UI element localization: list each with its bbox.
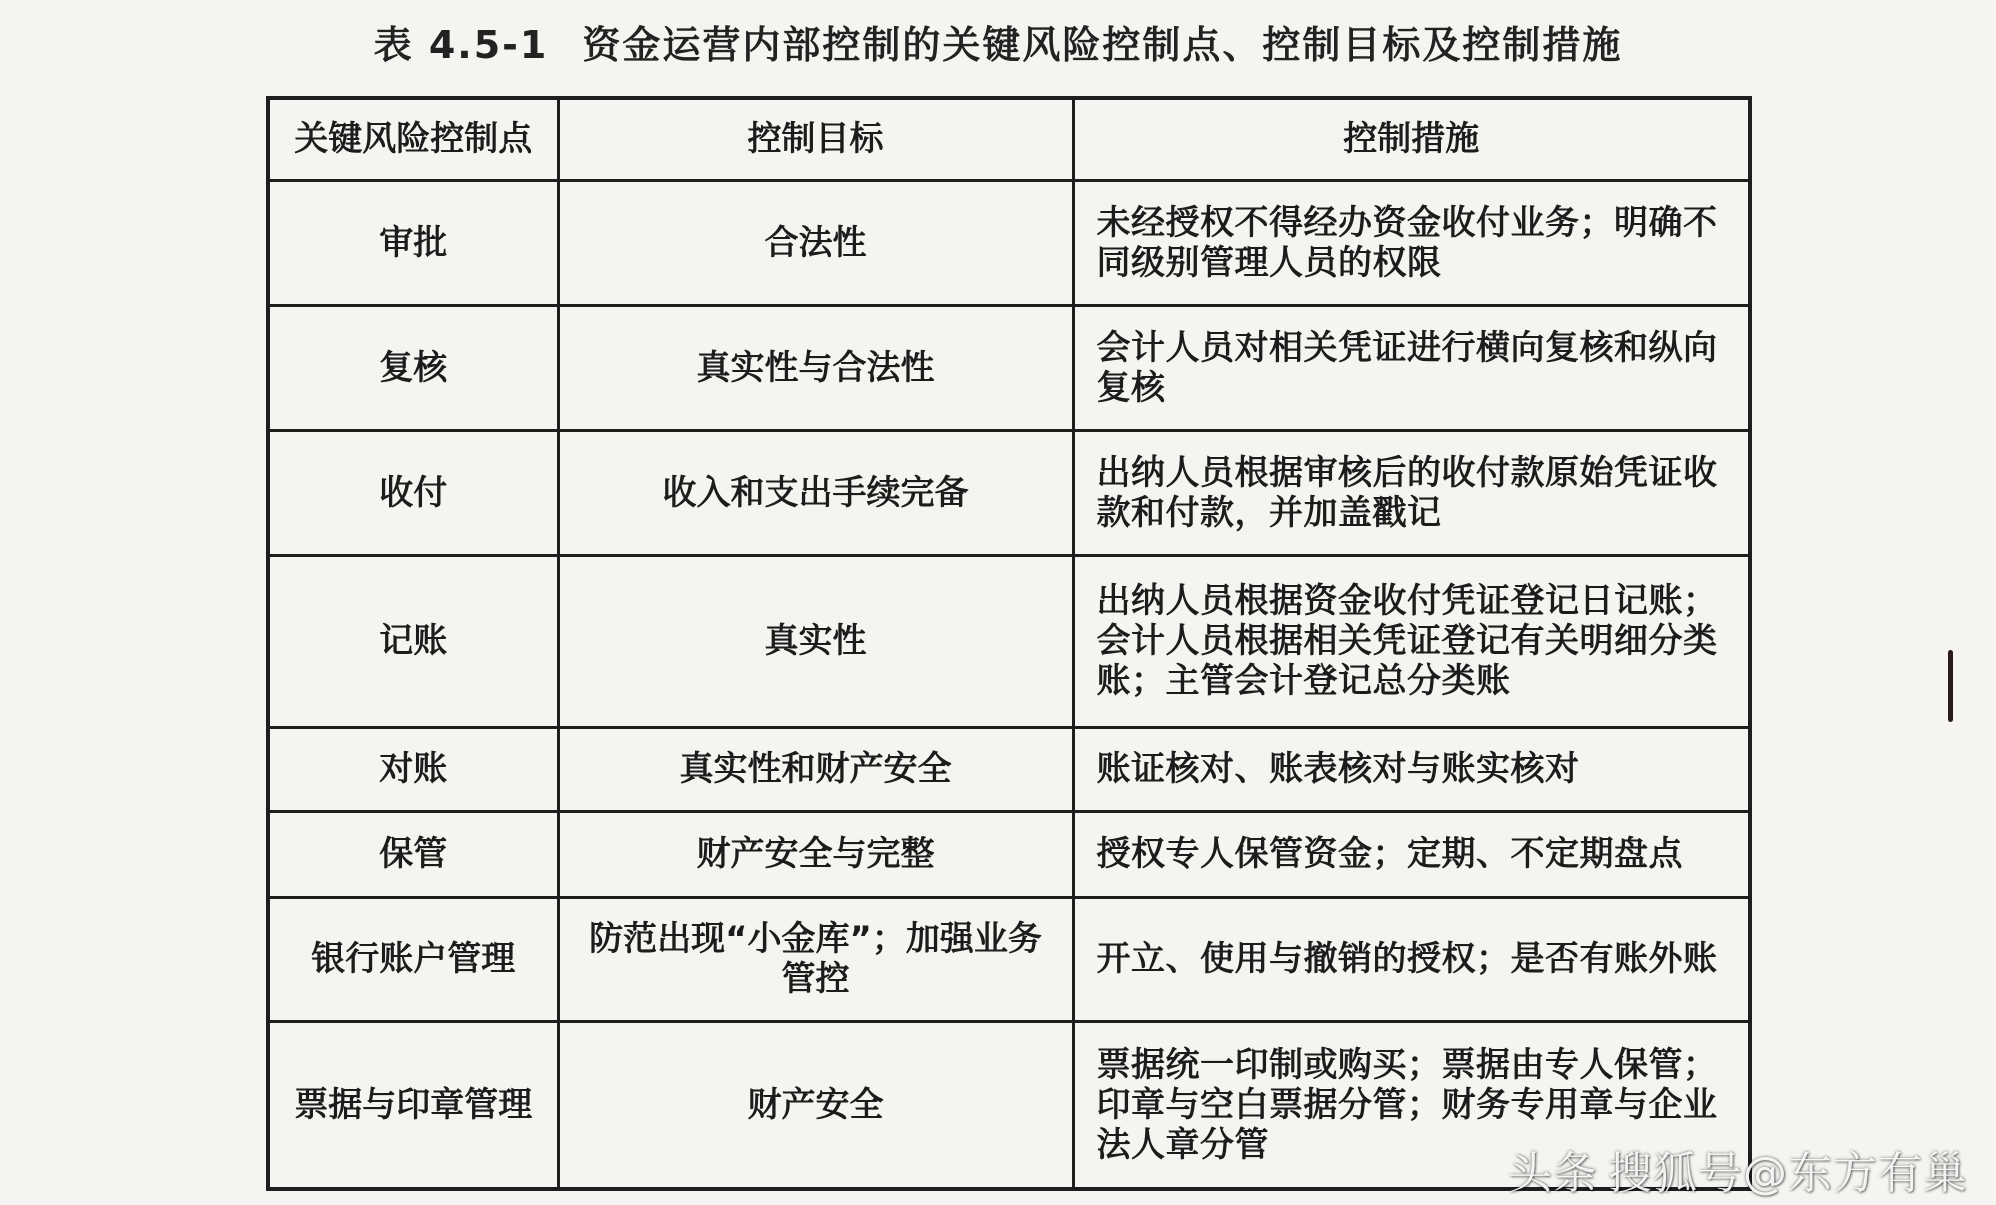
table-row [268,555,1750,727]
control-measure-cell: 账证核对、账表核对与账实核对 [1073,727,1750,811]
control-goal-cell: 真实性 [558,555,1073,727]
table-row [268,727,1750,811]
control-goal-cell: 真实性与合法性 [558,305,1073,430]
control-goal-cell: 财产安全与完整 [558,811,1073,897]
table-row [268,897,1750,1021]
control-goal-cell: 财产安全 [558,1021,1073,1189]
risk-point-cell: 对账 [268,727,558,811]
table-title: 资金运营内部控制的关键风险控制点、控制目标及控制措施 [582,23,1623,67]
table-number: 表 4.5-1 [373,23,549,67]
table-caption [0,14,1996,69]
table-row [268,430,1750,555]
risk-point-cell: 复核 [268,305,558,430]
control-goal-cell: 真实性和财产安全 [558,727,1073,811]
table-header-row [268,98,1750,180]
control-measure-cell: 未经授权不得经办资金收付业务；明确不同级别管理人员的权限 [1073,180,1750,305]
control-table [266,96,1752,1191]
table-row [268,180,1750,305]
header-control-goal: 控制目标 [558,98,1073,180]
risk-point-cell: 保管 [268,811,558,897]
header-risk-point: 关键风险控制点 [268,98,558,180]
header-control-measure: 控制措施 [1073,98,1750,180]
risk-point-cell: 审批 [268,180,558,305]
risk-point-cell: 收付 [268,430,558,555]
control-measure-cell: 开立、使用与撤销的授权；是否有账外账 [1073,897,1750,1021]
risk-point-cell: 银行账户管理 [268,897,558,1021]
watermark [1508,1137,1968,1201]
watermark-sohu: 搜狐号@东方有巢 [1608,1148,1968,1199]
control-measure-cell: 出纳人员根据审核后的收付款原始凭证收款和付款，并加盖戳记 [1073,430,1750,555]
page-edge-mark [1948,650,1953,722]
control-goal-cell: 合法性 [558,180,1073,305]
control-measure-cell: 授权专人保管资金；定期、不定期盘点 [1073,811,1750,897]
table-row [268,811,1750,897]
control-measure-cell: 出纳人员根据资金收付凭证登记日记账；会计人员根据相关凭证登记有关明细分类账；主管会计登记总分类账 [1073,555,1750,727]
table-row [268,305,1750,430]
control-measure-cell: 会计人员对相关凭证进行横向复核和纵向复核 [1073,305,1750,430]
control-measure-cell: 票据统一印制或购买；票据由专人保管；印章与空白票据分管；财务专用章与企业法人章分管 [1073,1021,1750,1189]
risk-point-cell: 记账 [268,555,558,727]
control-goal-cell: 防范出现“小金库”；加强业务管控 [558,897,1073,1021]
control-goal-cell: 收入和支出手续完备 [558,430,1073,555]
watermark-toutiao: 头条 [1508,1148,1598,1199]
risk-point-cell: 票据与印章管理 [268,1021,558,1189]
